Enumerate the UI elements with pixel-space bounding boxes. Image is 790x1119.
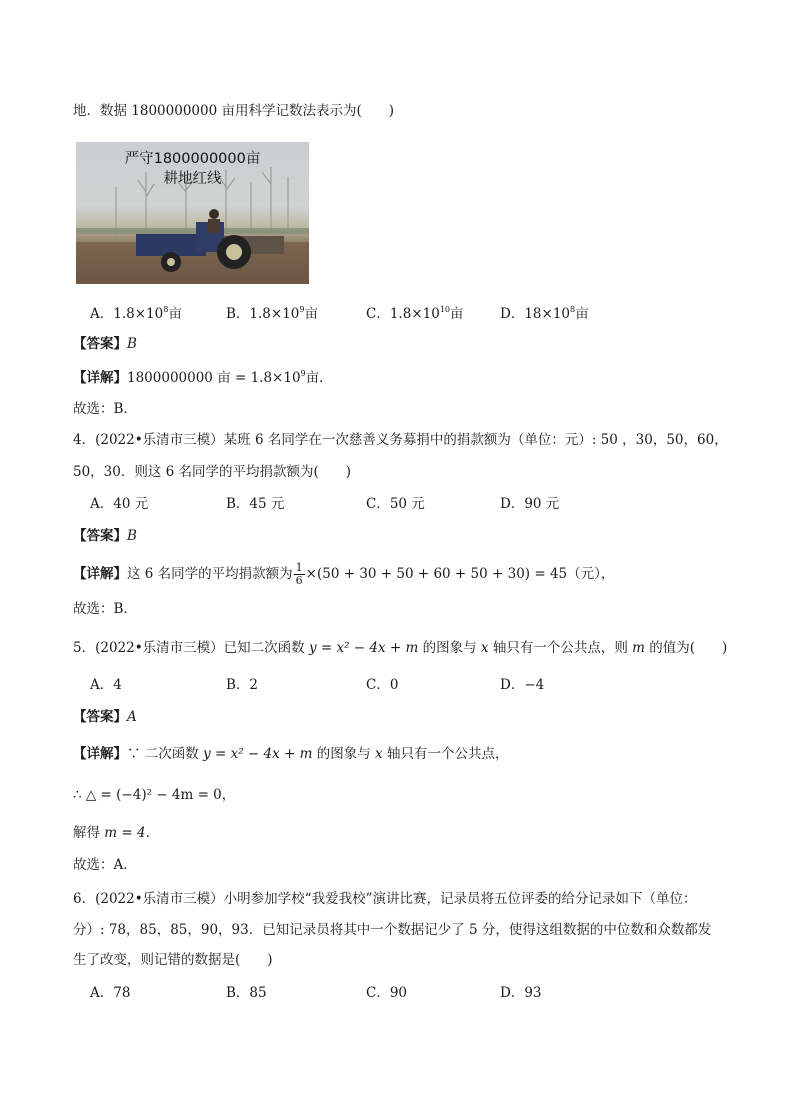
- tractor-photo: [76, 142, 309, 284]
- q3-option-d[interactable]: D．$18\times 10^8$亩: [500, 305, 589, 322]
- q5-stem: 5．(2022•乐清市三模）已知二次函数 y = x² − 4x + m 的图象与 x 轴只有一个公共点，则 m 的值为( ): [73, 640, 728, 656]
- q4-stem-line1: 4．(2022•乐清市三模）某班 6 名同学在一次慈善义务募捐中的捐款额为（单位：元）: 50 ，30，50，60，: [73, 432, 728, 448]
- q5-choose: 故选：A．: [73, 857, 137, 873]
- q6-option-a[interactable]: A．78: [90, 985, 131, 1001]
- q6-option-b[interactable]: B．85: [226, 985, 267, 1001]
- q5-detail-line1: 【详解】∵ 二次函数 y = x² − 4x + m 的图象与 x 轴只有一个公共点，: [73, 746, 509, 762]
- q4-option-d[interactable]: D．90 元: [500, 496, 560, 512]
- q4-option-a[interactable]: A．40 元: [90, 496, 149, 512]
- q3-stem: 地．数据 1800000000 亩用科学记数法表示为( ): [73, 103, 395, 119]
- q4-option-b[interactable]: B．45 元: [226, 496, 285, 512]
- fraction-one-sixth: $\frac{1}{6}$: [295, 561, 303, 587]
- q6-stem-line3: 生了改变，则记错的数据是( ): [73, 952, 273, 968]
- q3-detail: 【详解】1800000000 亩 = $1.8\times 10^9$亩．: [73, 369, 333, 386]
- q4-answer: 【答案】B: [73, 528, 137, 544]
- q5-detail-line2: ∴ △ = (−4)² − 4m = 0，: [73, 787, 236, 803]
- photo-caption-line2: 耕地红线: [163, 171, 222, 187]
- q4-detail: 【详解】这 6 名同学的平均捐款额为 $\frac{1}{6}$ ×(50 + 30 + 50 + 60 + 50 + 30) = 45（元），: [73, 561, 615, 587]
- q5-option-d[interactable]: D．−4: [500, 677, 545, 693]
- q6-option-d[interactable]: D．93: [500, 985, 542, 1001]
- q3-answer: 【答案】B: [73, 336, 137, 352]
- q3-choose: 故选：B．: [73, 401, 137, 417]
- q6-stem-line1: 6．(2022•乐清市三模）小明参加学校“我爱我校”演讲比赛，记录员将五位评委的给分记录如下（单位：: [73, 891, 697, 907]
- q3-option-c[interactable]: C．$1.8\times 10^{10}$亩: [366, 305, 464, 322]
- q6-option-c[interactable]: C．90: [366, 985, 408, 1001]
- q3-option-a[interactable]: A．$1.8\times 10^8$亩: [90, 305, 182, 322]
- photo-caption-line1: 严守1800000000亩: [124, 151, 261, 167]
- q4-option-c[interactable]: C．50 元: [366, 496, 425, 512]
- q5-option-b[interactable]: B．2: [226, 677, 259, 693]
- q4-stem-line2: 50，30．则这 6 名同学的平均捐款额为( ): [73, 464, 352, 480]
- q4-choose: 故选：B．: [73, 601, 137, 617]
- q6-stem-line2: 分）: 78，85，85，90，93．已知记录员将其中一个数据记少了 5 分，使得这组数据的中位数和众数都发: [73, 922, 712, 938]
- q5-option-c[interactable]: C．0: [366, 677, 399, 693]
- q5-answer: 【答案】A: [73, 709, 137, 725]
- q5-option-a[interactable]: A．4: [90, 677, 122, 693]
- q3-option-b[interactable]: B．$1.8\times 10^9$亩: [226, 305, 318, 322]
- q5-detail-line3: 解得 m = 4．: [73, 825, 160, 841]
